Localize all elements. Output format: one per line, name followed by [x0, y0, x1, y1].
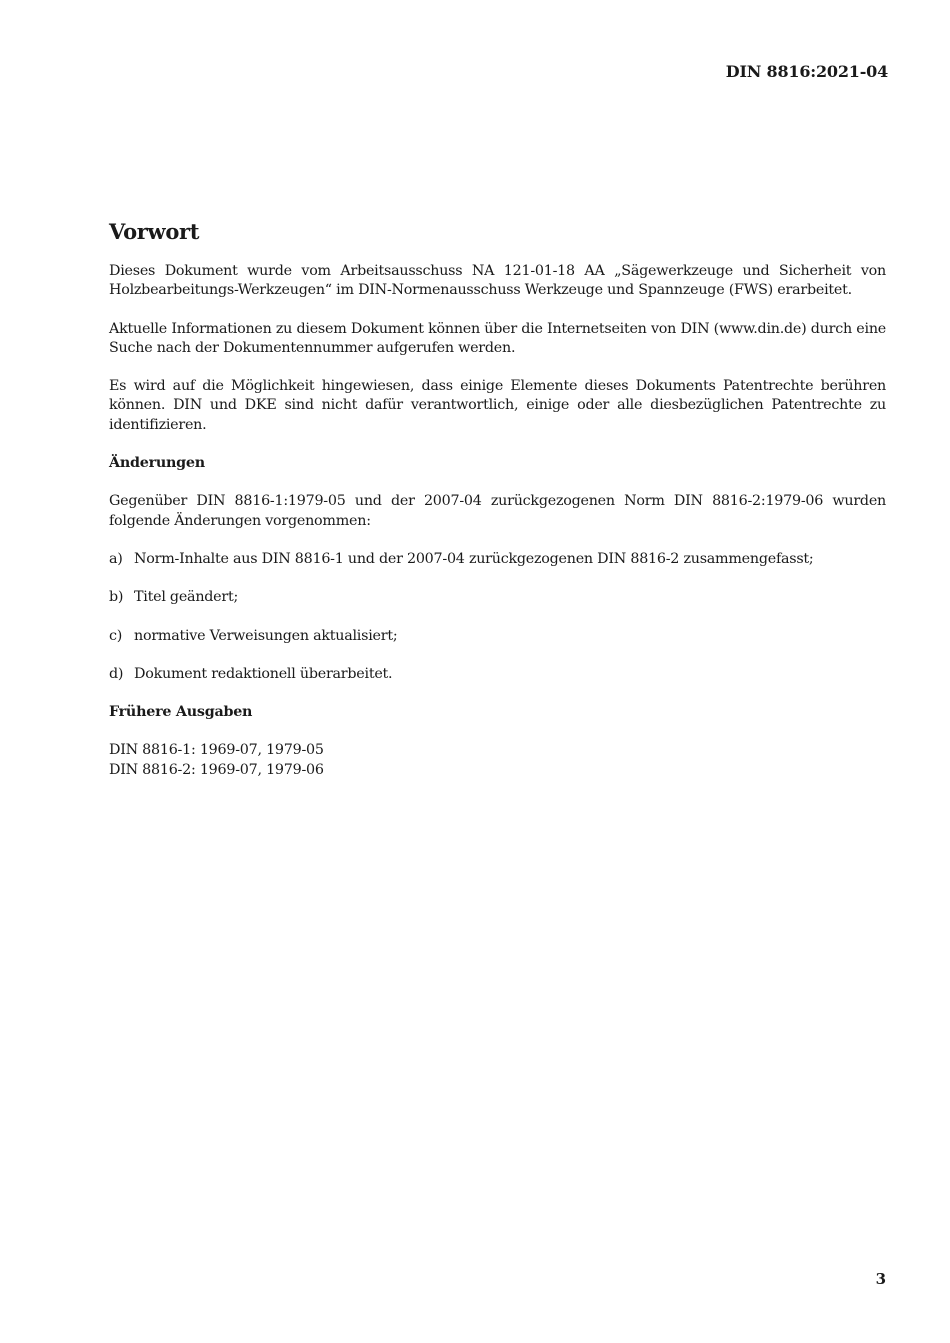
changes-heading: Änderungen	[109, 455, 205, 472]
list-marker: b)	[109, 589, 124, 606]
foreword-paragraph: Dieses Dokument wurde vom Arbeitsausschuss NA 121-01-18 AA „Sägewerkzeuge und Sicherheit von Holzbearbeitungs-Werkzeugen“ im DIN-Normenausschuss Werkzeuge und Spannzeuge (FWS) erarbeitet.	[109, 263, 886, 299]
edition-line: DIN 8816-2: 1969-07, 1979-06	[109, 761, 324, 778]
foreword-heading: Vorwort	[109, 219, 200, 244]
list-marker: c)	[109, 627, 123, 644]
list-item-text: Titel geändert;	[134, 589, 239, 606]
foreword-paragraph: Aktuelle Informationen zu diesem Dokument können über die Internetseiten von DIN (www.din.de) durch eine Suche nach der Dokumentennummer aufgerufen werden.	[109, 320, 886, 356]
document-id-header: DIN 8816:2021-04	[725, 62, 888, 81]
list-item-text: normative Verweisungen aktualisiert;	[134, 627, 398, 644]
document-body	[109, 218, 886, 780]
changes-intro: Gegenüber DIN 8816-1:1979-05 und der 2007-04 zurückgezogenen Norm DIN 8816-2:1979-06 wurden folgende Änderungen vorgenommen:	[109, 493, 886, 529]
list-item	[109, 665, 886, 684]
list-item-text: Dokument redaktionell überarbeitet.	[134, 665, 393, 682]
previous-editions-list	[109, 741, 886, 780]
list-item	[109, 550, 886, 569]
page-number: 3	[875, 1270, 886, 1288]
changes-list	[109, 550, 886, 684]
list-item	[109, 588, 886, 607]
list-marker: a)	[109, 550, 123, 567]
list-item-text: Norm-Inhalte aus DIN 8816-1 und der 2007-04 zurückgezogenen DIN 8816-2 zusammengefasst;	[134, 550, 814, 567]
edition-line: DIN 8816-1: 1969-07, 1979-05	[109, 742, 324, 759]
list-item	[109, 627, 886, 646]
previous-editions-heading: Frühere Ausgaben	[109, 704, 253, 721]
foreword-paragraph: Es wird auf die Möglichkeit hingewiesen, dass einige Elemente dieses Dokuments Patentrechte berühren können. DIN und DKE sind nicht dafür verantwortlich, einige oder alle diesbezüglichen Patentrechte zu identifizieren.	[109, 378, 886, 433]
list-marker: d)	[109, 665, 124, 682]
